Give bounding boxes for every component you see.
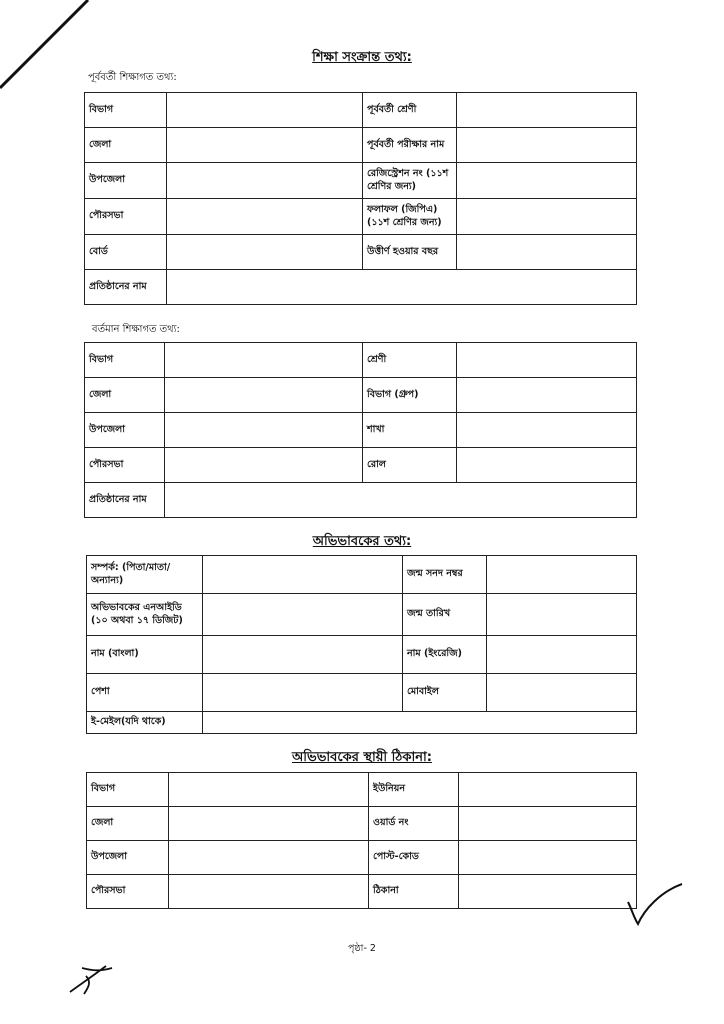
field-label: পূর্ববর্তী শ্রেণী [363, 93, 457, 128]
previous-education-table [84, 92, 637, 305]
field-value-box[interactable] [165, 343, 363, 378]
field-value-box[interactable] [487, 556, 637, 594]
field-label: ওয়ার্ড নং [369, 807, 459, 841]
current-education-subtitle: বর্তমান শিক্ষাগত তথ্য: [92, 324, 180, 335]
form-row [87, 636, 637, 674]
field-value-box[interactable] [165, 448, 363, 483]
form-row [87, 674, 637, 712]
field-label: মোবাইল [403, 674, 487, 712]
form-row [87, 875, 637, 909]
form-row [85, 413, 637, 448]
field-label: ইউনিয়ন [369, 773, 459, 807]
field-label: উপজেলা [85, 413, 165, 448]
field-label: জেলা [85, 378, 165, 413]
field-value-box[interactable] [165, 413, 363, 448]
field-label: ফলাফল (জিপিএ) (১১শ শ্রেণির জন্য) [363, 199, 457, 235]
field-label: ঠিকানা [369, 875, 459, 909]
field-label: বিভাগ [87, 773, 169, 807]
field-label: বোর্ড [85, 235, 167, 270]
form-row [85, 483, 637, 518]
address-section-title: অভিভাবকের স্থায়ী ঠিকানা: [292, 750, 432, 765]
field-label: জেলা [87, 807, 169, 841]
field-value-box[interactable] [167, 93, 363, 128]
field-value-box[interactable] [459, 875, 637, 909]
field-label: প্রতিষ্ঠানের নাম [85, 483, 165, 518]
education-section-title: শিক্ষা সংক্রান্ত তথ্য: [312, 50, 412, 65]
field-value-box[interactable] [165, 378, 363, 413]
field-value-box[interactable] [169, 773, 369, 807]
field-value-box[interactable] [457, 128, 637, 163]
field-value-box[interactable] [457, 235, 637, 270]
form-row [85, 199, 637, 235]
field-label: বিভাগ (গ্রুপ) [363, 378, 457, 413]
form-row [87, 807, 637, 841]
field-value-box[interactable] [169, 807, 369, 841]
field-label: পৌরসভা [87, 875, 169, 909]
field-value-box[interactable] [165, 483, 637, 518]
field-label: ই-মেইল(যদি থাকে) [87, 712, 203, 734]
guardian-section-title: অভিভাবকের তথ্য: [312, 534, 412, 549]
field-value-box[interactable] [487, 636, 637, 674]
field-label: প্রতিষ্ঠানের নাম [85, 270, 167, 305]
field-value-box[interactable] [459, 841, 637, 875]
field-label: রেজিস্ট্রেশন নং (১১শ শ্রেণির জন্য) [363, 163, 457, 199]
field-value-box[interactable] [459, 773, 637, 807]
form-row [85, 378, 637, 413]
form-row [85, 235, 637, 270]
field-value-box[interactable] [167, 235, 363, 270]
field-label: জন্ম সনদ নম্বর [403, 556, 487, 594]
signature-mark-right [620, 880, 690, 930]
field-value-box[interactable] [457, 448, 637, 483]
form-row [85, 270, 637, 305]
field-value-box[interactable] [203, 556, 403, 594]
field-label: নাম (বাংলা) [87, 636, 203, 674]
field-value-box[interactable] [487, 594, 637, 636]
field-value-box[interactable] [203, 712, 637, 734]
field-value-box[interactable] [203, 636, 403, 674]
field-value-box[interactable] [457, 163, 637, 199]
field-label: অভিভাবকের এনআইডি (১০ অথবা ১৭ ডিজিট) [87, 594, 203, 636]
field-value-box[interactable] [457, 199, 637, 235]
field-label: জন্ম তারিখ [403, 594, 487, 636]
field-label: নাম (ইংরেজি) [403, 636, 487, 674]
field-value-box[interactable] [203, 674, 403, 712]
field-value-box[interactable] [457, 343, 637, 378]
page-number: পৃষ্ঠা- 2 [348, 943, 376, 954]
form-row [85, 128, 637, 163]
field-label: উপজেলা [87, 841, 169, 875]
field-value-box[interactable] [457, 93, 637, 128]
form-row [87, 712, 637, 734]
address-table [86, 772, 637, 909]
form-row [85, 343, 637, 378]
field-value-box[interactable] [167, 199, 363, 235]
field-value-box[interactable] [169, 875, 369, 909]
field-label: শ্রেণী [363, 343, 457, 378]
field-label: পোস্ট-কোড [369, 841, 459, 875]
field-label: উত্তীর্ণ হওয়ার বছর [363, 235, 457, 270]
form-row [85, 448, 637, 483]
field-value-box[interactable] [487, 674, 637, 712]
form-row [85, 93, 637, 128]
field-value-box[interactable] [457, 413, 637, 448]
field-label: উপজেলা [85, 163, 167, 199]
field-label: পৌরসভা [85, 199, 167, 235]
field-value-box[interactable] [457, 378, 637, 413]
form-row [87, 773, 637, 807]
field-value-box[interactable] [167, 270, 637, 305]
field-value-box[interactable] [169, 841, 369, 875]
field-label: বিভাগ [85, 93, 167, 128]
field-value-box[interactable] [203, 594, 403, 636]
field-value-box[interactable] [167, 163, 363, 199]
field-label: পেশা [87, 674, 203, 712]
form-row [87, 594, 637, 636]
field-label: পূর্ববর্তী পরীক্ষার নাম [363, 128, 457, 163]
previous-education-subtitle: পূর্ববর্তী শিক্ষাগত তথ্য: [88, 72, 177, 83]
field-value-box[interactable] [459, 807, 637, 841]
signature-mark-left [64, 956, 124, 1000]
field-label: জেলা [85, 128, 167, 163]
current-education-table [84, 342, 637, 518]
field-label: রোল [363, 448, 457, 483]
form-row [87, 841, 637, 875]
field-label: সম্পর্ক: (পিতা/মাতা/অন্যান্য) [87, 556, 203, 594]
form-row [85, 163, 637, 199]
field-value-box[interactable] [167, 128, 363, 163]
field-label: বিভাগ [85, 343, 165, 378]
form-row [87, 556, 637, 594]
field-label: পৌরসভা [85, 448, 165, 483]
field-label: শাখা [363, 413, 457, 448]
guardian-table [86, 555, 637, 734]
